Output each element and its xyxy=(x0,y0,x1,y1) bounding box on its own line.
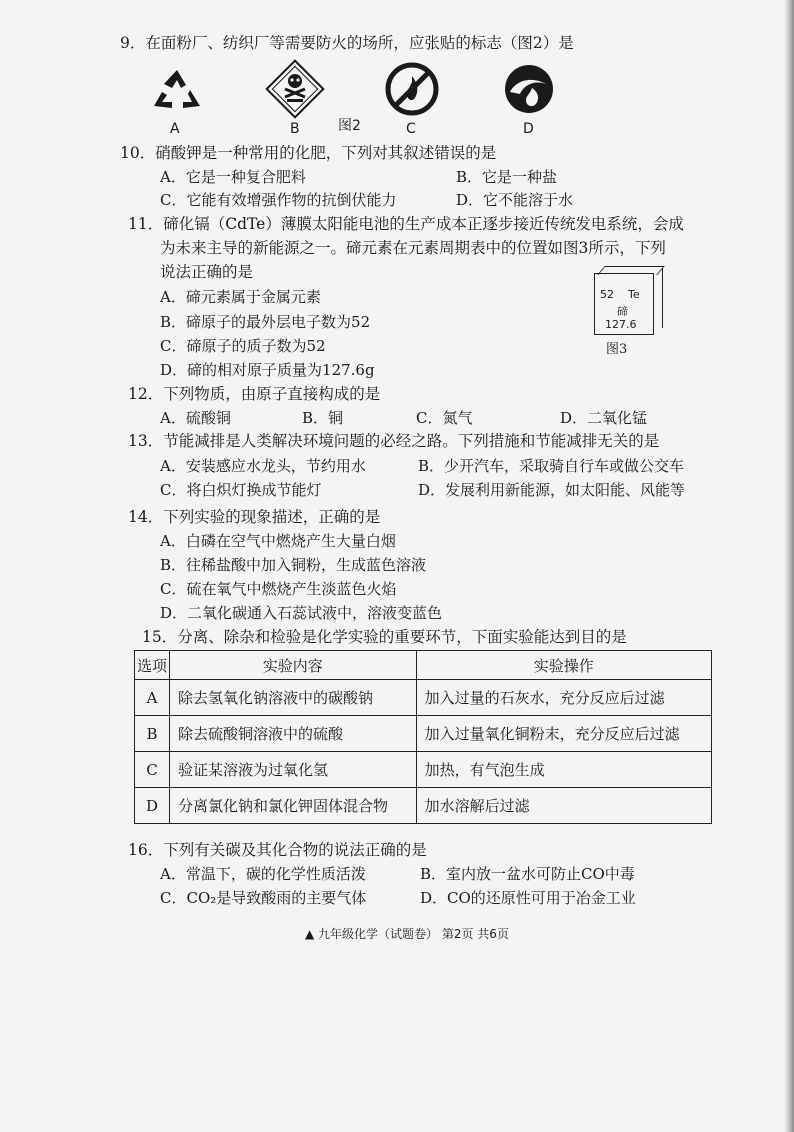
q11-stem-line3: 说法正确的是 xyxy=(160,263,254,281)
q14-option-c: C．硫在氧气中燃烧产生淡蓝色火焰 xyxy=(160,580,397,598)
q11-option-a: A．碲元素属于金属元素 xyxy=(160,288,321,306)
q12-stem: 12．下列物质，由原子直接构成的是 xyxy=(128,385,381,403)
figure-2-caption: 图2 xyxy=(338,118,361,134)
water-saving-icon xyxy=(502,62,556,116)
table-row xyxy=(135,752,712,788)
row-label: C xyxy=(135,752,170,788)
no-fire-icon xyxy=(385,62,439,116)
q11-stem-line1: 11．碲化镉（CdTe）薄膜太阳能电池的生产成本正逐步接近传统发电系统，会成 xyxy=(128,215,684,233)
q12-option-b: B．铜 xyxy=(302,409,344,427)
q16-stem: 16．下列有关碳及其化合物的说法正确的是 xyxy=(128,841,427,859)
q10-stem: 10．硝酸钾是一种常用的化肥，下列对其叙述错误的是 xyxy=(120,144,497,162)
header-content: 实验内容 xyxy=(170,651,417,680)
poison-skull-icon xyxy=(259,53,331,125)
q10-option-c: C．它能有效增强作物的抗倒伏能力 xyxy=(160,191,397,209)
q16-option-d: D．CO的还原性可用于冶金工业 xyxy=(420,889,636,907)
header-option: 选项 xyxy=(135,651,170,680)
q12-option-a: A．硫酸铜 xyxy=(160,409,231,427)
row-content: 除去硫酸铜溶液中的硫酸 xyxy=(170,716,417,752)
row-label: A xyxy=(135,680,170,716)
q13-option-d: D．发展利用新能源，如太阳能、风能等 xyxy=(418,481,686,499)
q14-stem: 14．下列实验的现象描述，正确的是 xyxy=(128,508,381,526)
row-operation: 加热，有气泡生成 xyxy=(416,752,711,788)
q9-stem: 9．在面粉厂、纺织厂等需要防火的场所，应张贴的标志（图2）是 xyxy=(120,34,574,52)
q11-option-b: B．碲原子的最外层电子数为52 xyxy=(160,313,371,331)
q10-option-a: A．它是一种复合肥料 xyxy=(160,168,306,186)
page-footer: ▲ 九年级化学（试题卷） 第2页 共6页 xyxy=(305,927,509,941)
option-c-label: C xyxy=(406,121,416,137)
option-a-label: A xyxy=(170,121,180,137)
element-name: 碲 xyxy=(617,305,628,318)
q12-option-d: D．二氧化锰 xyxy=(560,409,648,427)
row-content: 验证某溶液为过氧化氢 xyxy=(170,752,417,788)
option-b-label: B xyxy=(290,121,300,137)
figure-3-caption: 图3 xyxy=(606,342,628,357)
row-operation: 加水溶解后过滤 xyxy=(416,788,711,824)
q10-option-b: B．它是一种盐 xyxy=(456,168,558,186)
q13-option-b: B．少开汽车，采取骑自行车或做公交车 xyxy=(418,457,685,475)
table-row xyxy=(135,788,712,824)
q14-option-a: A．白磷在空气中燃烧产生大量白烟 xyxy=(160,532,396,550)
scan-edge xyxy=(784,0,794,1132)
q13-stem: 13．节能减排是人类解决环境问题的必经之路。下列措施和节能减排无关的是 xyxy=(128,432,660,450)
row-operation: 加入过量氧化铜粉末，充分反应后过滤 xyxy=(416,716,711,752)
q16-option-c: C．CO₂是导致酸雨的主要气体 xyxy=(160,889,367,907)
q16-option-a: A．常温下，碳的化学性质活泼 xyxy=(160,865,366,883)
q16-option-b: B．室内放一盆水可防止CO中毒 xyxy=(420,865,635,883)
atomic-number: 52 xyxy=(600,288,614,301)
atomic-mass: 127.6 xyxy=(605,318,637,331)
row-content: 除去氢氧化钠溶液中的碳酸钠 xyxy=(170,680,417,716)
row-label: D xyxy=(135,788,170,824)
q14-option-b: B．往稀盐酸中加入铜粉，生成蓝色溶液 xyxy=(160,556,427,574)
q15-stem: 15．分离、除杂和检验是化学实验的重要环节，下面实验能达到目的是 xyxy=(142,628,627,646)
q10-option-d: D．它不能溶于水 xyxy=(456,191,574,209)
q11-stem-line2: 为未来主导的新能源之一。碲元素在元素周期表中的位置如图3所示，下列 xyxy=(160,239,666,257)
q13-option-c: C．将白炽灯换成节能灯 xyxy=(160,481,322,499)
q13-option-a: A．安装感应水龙头，节约用水 xyxy=(160,457,366,475)
table-row xyxy=(135,680,712,716)
q11-option-d: D．碲的相对原子质量为127.6g xyxy=(160,361,375,379)
experiment-table xyxy=(134,650,712,824)
q12-option-c: C．氮气 xyxy=(416,409,473,427)
table-header-row xyxy=(135,651,712,680)
element-symbol: Te xyxy=(628,288,640,301)
row-operation: 加入过量的石灰水，充分反应后过滤 xyxy=(416,680,711,716)
table-row xyxy=(135,716,712,752)
element-tile-figure xyxy=(594,273,654,335)
recycle-icon xyxy=(150,66,204,114)
header-operation: 实验操作 xyxy=(416,651,711,680)
row-content: 分离氯化钠和氯化钾固体混合物 xyxy=(170,788,417,824)
row-label: B xyxy=(135,716,170,752)
q14-option-d: D．二氧化碳通入石蕊试液中，溶液变蓝色 xyxy=(160,604,443,622)
q11-option-c: C．碲原子的质子数为52 xyxy=(160,337,326,355)
option-d-label: D xyxy=(523,121,534,137)
